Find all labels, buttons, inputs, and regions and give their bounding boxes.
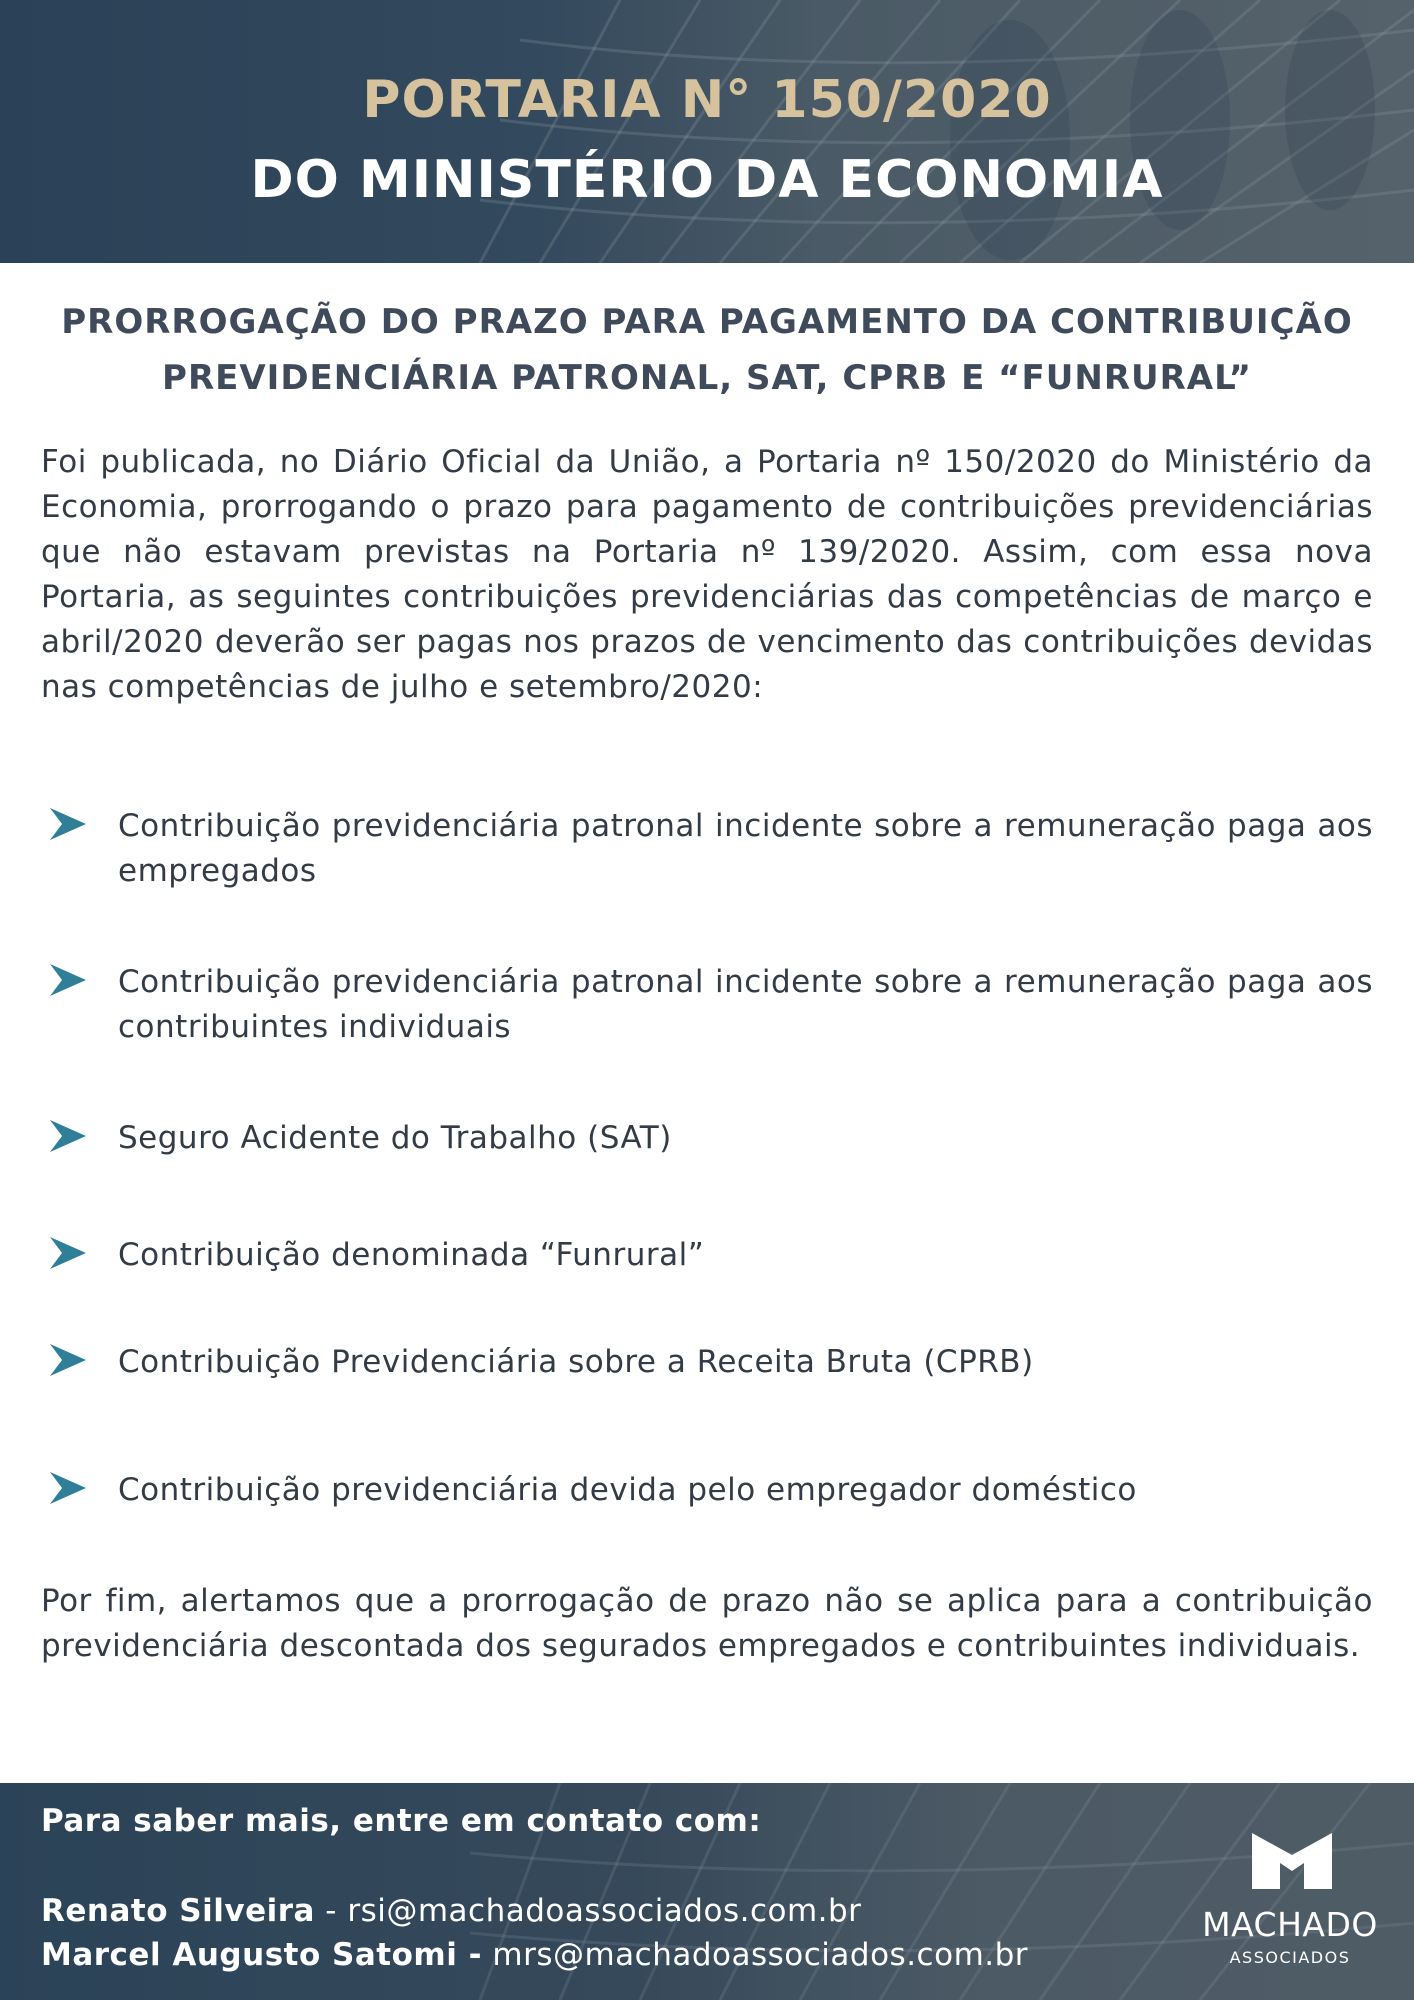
list-item-text: Contribuição Previdenciária sobre a Receita Bruta (CPRB) <box>118 1344 1034 1380</box>
contact-separator <box>482 1937 492 1973</box>
logo-brand-subtitle: ASSOCIADOS <box>1229 1948 1351 1967</box>
document-title-subline: DO MINISTÉRIO DA ECONOMIA <box>250 150 1164 210</box>
contact-name: Renato Silveira <box>41 1893 315 1929</box>
logo-brand-name: MACHADO <box>1202 1905 1378 1944</box>
chevron-arrow-icon <box>48 1118 88 1154</box>
contact-line <box>41 1893 861 1929</box>
contact-line <box>41 1937 1028 1973</box>
contact-separator: - <box>314 1893 348 1929</box>
header-banner <box>0 0 1414 263</box>
section-heading-line: PRORROGAÇÃO DO PRAZO PARA PAGAMENTO DA CONTRIBUIÇÃO <box>61 302 1353 342</box>
chevron-arrow-icon <box>48 806 88 842</box>
section-heading-line: PREVIDENCIÁRIA PATRONAL, SAT, CPRB E “FUNRURAL” <box>162 358 1252 398</box>
list-item-text: Contribuição previdenciária patronal incidente sobre a remuneração paga aos empregados <box>118 808 1373 889</box>
section-heading <box>30 294 1384 406</box>
architecture-background-image <box>0 0 1414 263</box>
company-logo <box>1190 1833 1390 1983</box>
chevron-arrow-icon <box>48 962 88 998</box>
contact-call-to-action: Para saber mais, entre em contato com: <box>41 1803 762 1839</box>
contact-email-link[interactable]: rsi@machadoassociados.com.br <box>347 1893 862 1929</box>
machado-m-logo-icon <box>1252 1833 1332 1889</box>
footer-contact-bar <box>0 1783 1414 2000</box>
list-item-text: Contribuição previdenciária devida pelo empregador doméstico <box>118 1472 1137 1508</box>
chevron-arrow-icon <box>48 1342 88 1378</box>
closing-paragraph: Por fim, alertamos que a prorrogação de prazo não se aplica para a contribuição previdenciária descontada dos segurados empregados e contribuintes individuais. <box>41 1583 1373 1664</box>
list-item-text: Contribuição denominada “Funrural” <box>118 1237 705 1273</box>
chevron-arrow-icon <box>48 1470 88 1506</box>
contact-name: Marcel Augusto Satomi - <box>41 1937 483 1973</box>
chevron-arrow-icon <box>48 1235 88 1271</box>
contact-email-link[interactable]: mrs@machadoassociados.com.br <box>492 1937 1029 1973</box>
document-title: PORTARIA N° 150/2020 <box>362 70 1052 130</box>
list-item-text: Contribuição previdenciária patronal incidente sobre a remuneração paga aos contribuintes individuais <box>118 964 1373 1045</box>
intro-paragraph: Foi publicada, no Diário Oficial da União, a Portaria nº 150/2020 do Ministério da Economia, prorrogando o prazo para pagamento de contribuições previdenciárias que não estavam previstas na Portaria nº 139/2020. Assim, com essa nova Portaria, as seguintes contribuições previdenciárias das competências de março e abril/2020 deverão ser pagas nos prazos de vencimento das contribuições devidas nas competências de julho e setembro/2020: <box>41 444 1373 705</box>
list-item-text: Seguro Acidente do Trabalho (SAT) <box>118 1120 672 1156</box>
